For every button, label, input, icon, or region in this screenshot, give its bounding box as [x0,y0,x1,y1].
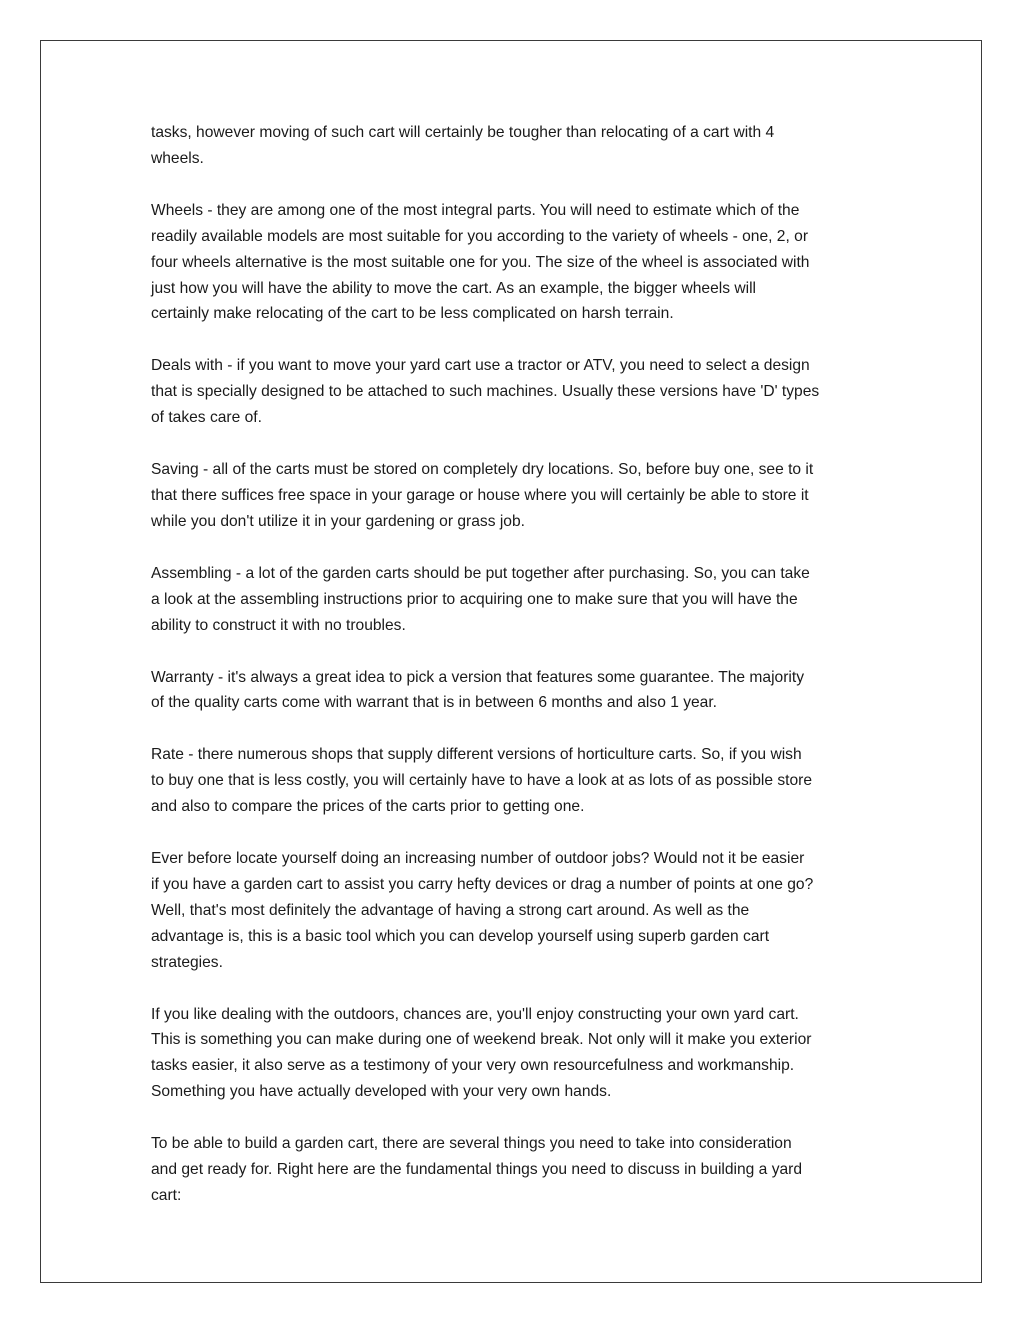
text-line: Assembling - a lot of the garden carts should be put together after purchasing. So, you can take [151,564,810,582]
text-line: Rate - there numerous shops that supply different versions of horticulture carts. So, if you wish [151,746,802,764]
text-line: strategies. [151,953,223,971]
paragraph-tasks-continuation [151,120,876,172]
text-line: wheels. [151,149,204,167]
text-line: while you don't utilize it in your gardening or grass job. [151,512,525,530]
paragraph-outdoor-jobs [151,846,876,976]
text-line: tasks, however moving of such cart will certainly be tougher than relocating of a cart with 4 [151,124,775,141]
text-line: if you have a garden cart to assist you carry hefty devices or drag a number of points at one go? [151,875,814,893]
text-line: Deals with - if you want to move your yard cart use a tractor or ATV, you need to select a design [151,357,810,375]
paragraph-wheels [151,198,876,328]
text-line: that is specially designed to be attached to such machines. Usually these versions have 'D' types [151,383,820,401]
paragraph-warranty [151,665,876,717]
paragraph-outdoors [151,1002,876,1106]
text-line: to buy one that is less costly, you will certainly have to have a look at as lots of as possible store [151,772,813,790]
text-line: Ever before locate yourself doing an increasing number of outdoor jobs? Would not it be easier [151,850,805,868]
text-line: Something you have actually developed with your very own hands. [151,1083,612,1101]
paragraph-rate [151,742,876,820]
text-line: of takes care of. [151,409,262,427]
paragraph-assembling [151,561,876,639]
text-line: and get ready for. Right here are the fundamental things you need to discuss in building a yard [151,1161,803,1179]
text-line: certainly make relocating of the cart to be less complicated on harsh terrain. [151,305,674,323]
text-line: of the quality carts come with warrant that is in between 6 months and also 1 year. [151,694,718,712]
text-line: If you like dealing with the outdoors, chances are, you'll enjoy constructing your own yard cart. [151,1005,799,1023]
paragraph-handles [151,353,876,431]
text-line: and also to compare the prices of the carts prior to getting one. [151,798,585,816]
text-line: that there suffices free space in your garage or house where you will certainly be able to store it [151,486,809,504]
text-line: a look at the assembling instructions prior to acquiring one to make sure that you will have the [151,590,798,608]
paragraph-build-intro [151,1131,876,1209]
text-line: Well, that's most definitely the advantage of having a strong cart around. As well as the [151,901,750,919]
text-line: Wheels - they are among one of the most integral parts. You will need to estimate which of the [151,201,800,219]
text-line: readily available models are most suitable for you according to the variety of wheels - one, 2, or [151,227,809,245]
text-line: ability to construct it with no troubles. [151,616,406,634]
text-line: To be able to build a garden cart, there are several things you need to take into consideration [151,1135,792,1153]
text-line: This is something you can make during one of weekend break. Not only will it make you exterior [151,1031,812,1049]
text-line: advantage is, this is a basic tool which you can develop yourself using superb garden cart [151,927,770,945]
text-line: tasks easier, it also serve as a testimony of your very own resourcefulness and workmanship. [151,1057,795,1075]
text-line: Warranty - it's always a great idea to pick a version that features some guarantee. The majority [151,668,805,686]
document-page [40,40,982,1283]
text-line: cart: [151,1187,182,1204]
text-line: four wheels alternative is the most suitable one for you. The size of the wheel is associated with [151,253,810,271]
page-content [151,120,876,1235]
paragraph-storage [151,457,876,535]
text-line: Saving - all of the carts must be stored on completely dry locations. So, before buy one, see to it [151,461,814,479]
text-line: just how you will have the ability to move the cart. As an example, the bigger wheels will [151,279,756,297]
